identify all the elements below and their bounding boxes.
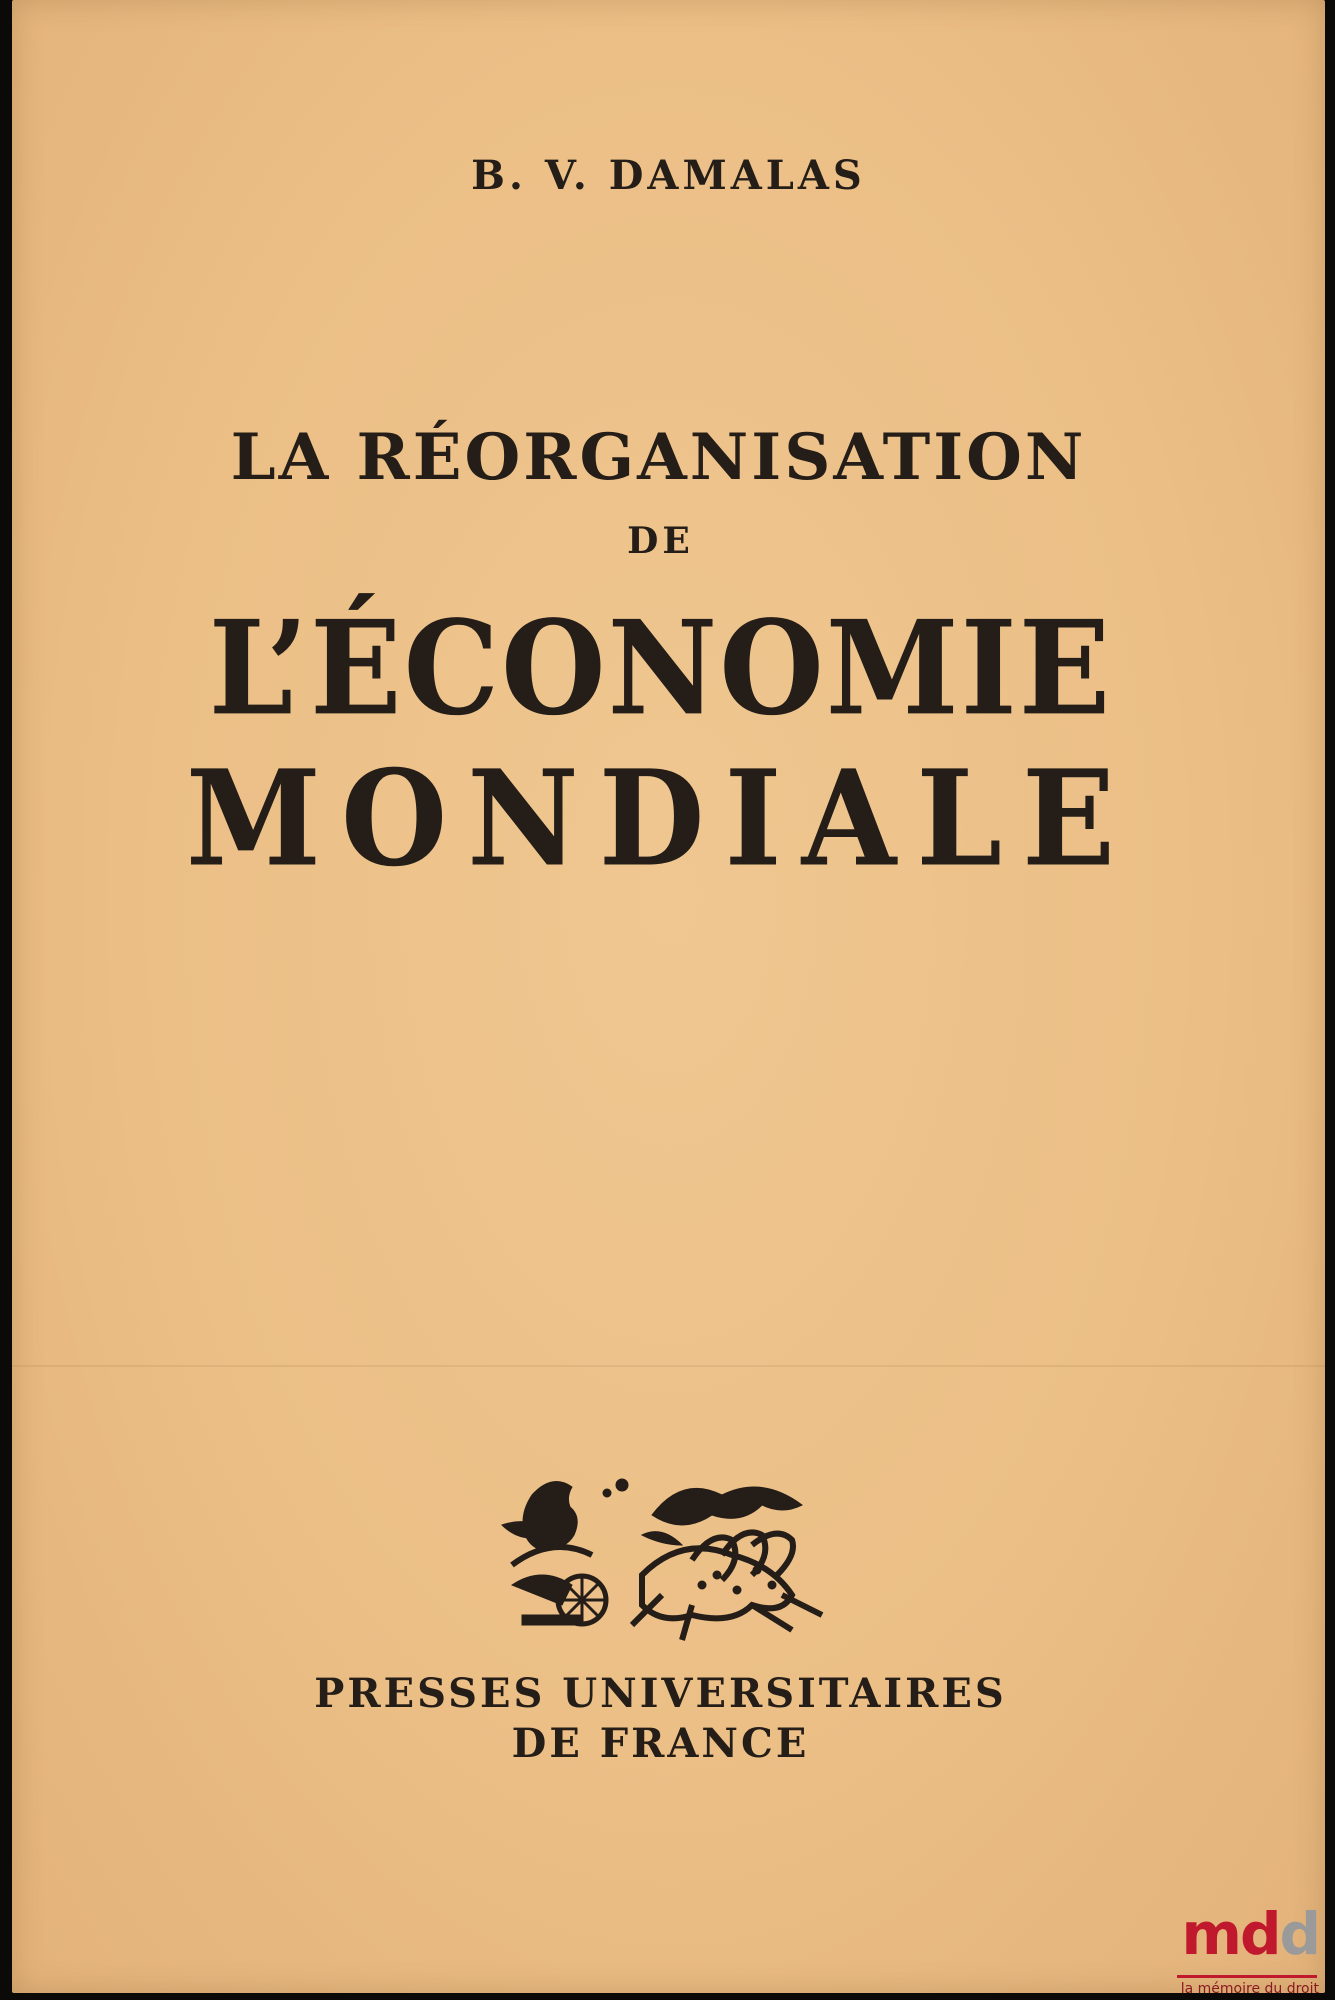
watermark-rule	[1177, 1975, 1317, 1978]
publisher-line-1: PRESSES UNIVERSITAIRES	[314, 1670, 1007, 1717]
title-line-4: MONDIALE	[185, 740, 1136, 896]
publisher-line-2: DE FRANCE	[511, 1720, 810, 1767]
watermark-letter-d1: d	[1239, 1900, 1280, 1968]
author-name: B. V. DAMALAS	[471, 152, 866, 199]
mdd-watermark-logo	[1167, 1901, 1327, 1996]
watermark-letters	[1181, 1900, 1320, 1968]
watermark-caption: la mémoire du droit	[1180, 1981, 1319, 1997]
chariot-horses-emblem-icon	[492, 1465, 832, 1645]
watermark-letter-d2: d	[1279, 1900, 1319, 1968]
title-line-1: LA RÉORGANISATION	[230, 420, 1087, 495]
title-line-2: DE	[627, 520, 694, 562]
book-cover	[12, 0, 1325, 1993]
title-line-3: L’ÉCONOMIE	[208, 592, 1113, 745]
watermark-letter-m: m	[1181, 1900, 1240, 1968]
